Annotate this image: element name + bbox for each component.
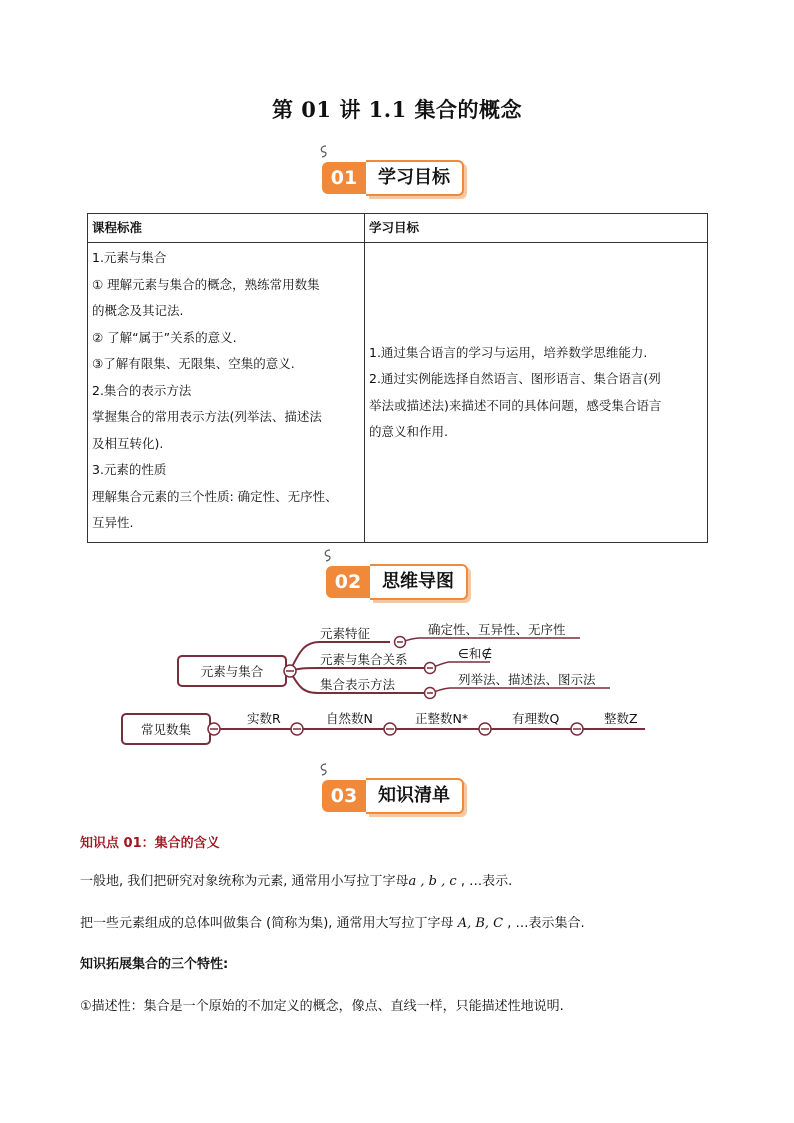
text-line: 2.集合的表示方法 — [92, 382, 192, 398]
math-variables: A, B, C — [457, 916, 504, 931]
mindmap-branch-label: 元素与集合关系 — [320, 652, 408, 667]
section-badge-02 — [326, 562, 476, 602]
mindmap-numset-label: 整数Z — [604, 711, 638, 726]
table-header: 课程标准 — [88, 214, 365, 243]
mindmap-leaf-label: ∈和∉ — [458, 646, 493, 661]
extension-heading: 知识拓展集合的三个特性: — [80, 957, 229, 972]
mindmap-branch-label: 元素特征 — [320, 626, 371, 641]
text-line: 的意义和作用. — [369, 424, 448, 439]
text-line: 1.通过集合语言的学习与运用，培养数学思维能力. — [369, 344, 648, 360]
section-label: 思维导图 — [370, 564, 468, 600]
section-label: 学习目标 — [366, 160, 464, 196]
text-line: ① 理解元素与集合的概念，熟练常用数集 — [92, 276, 320, 292]
section-number: 02 — [326, 566, 370, 598]
text-line: 1.元素与集合 — [92, 250, 167, 265]
mindmap-numset-label: 有理数Q — [512, 711, 560, 726]
section-badge-01 — [322, 158, 472, 198]
curriculum-table — [87, 213, 708, 543]
paragraph: ①描述性：集合是一个原始的不加定义的概念，像点、直线一样，只能描述性地说明. — [80, 999, 564, 1014]
mindmap-leaf-label: 列举法、描述法、图示法 — [458, 672, 596, 687]
page-title: 第 01 讲 1.1 集合的概念 — [271, 97, 522, 122]
text-line: 3.元素的性质 — [92, 462, 167, 477]
paragraph-text: 把一些元素组成的总体叫做集合 (简称为集), 通常用大写拉丁字母 — [80, 916, 458, 931]
mindmap-numset-label: 实数R — [247, 711, 281, 726]
mindmap-root-label: 元素与集合 — [200, 664, 264, 679]
text-line: ③了解有限集、无限集、空集的意义. — [92, 356, 295, 371]
learning-goal-cell — [365, 243, 708, 543]
paragraph — [80, 872, 720, 892]
section-number: 03 — [322, 780, 366, 812]
mindmap-numset-label: 自然数N — [326, 711, 373, 726]
paragraph-text: , …表示. — [456, 874, 513, 889]
curriculum-standard-cell — [88, 243, 365, 543]
mindmap-branch-label: 集合表示方法 — [320, 677, 396, 692]
mindmap-root-label: 常见数集 — [140, 722, 192, 737]
mindmap-leaf-label: 确定性、互异性、无序性 — [428, 622, 566, 637]
text-line: 的概念及其记法. — [92, 303, 184, 318]
paragraph — [80, 914, 720, 934]
text-line: 及相互转化). — [92, 435, 164, 451]
mindmap-numset-label: 正整数N* — [415, 711, 469, 726]
math-variables: a , b , c — [408, 874, 457, 889]
knowledge-point-heading: 知识点 01：集合的含义 — [80, 836, 220, 851]
text-line: 举法或描述法)来描述不同的具体问题，感受集合语言 — [369, 397, 662, 413]
table-header: 学习目标 — [365, 214, 708, 243]
section-number: 01 — [322, 162, 366, 194]
text-line: 2.通过实例能选择自然语言、图形语言、集合语言(列 — [369, 371, 661, 386]
text-line: 理解集合元素的三个性质: 确定性、无序性、 — [92, 488, 338, 504]
curl-icon — [318, 144, 330, 158]
paragraph-text: , …表示集合. — [503, 916, 585, 931]
text-line: 掌握集合的常用表示方法(列举法、描述法 — [92, 409, 322, 424]
paragraph-text: 一般地, 我们把研究对象统称为元素, 通常用小写拉丁字母 — [80, 874, 409, 889]
text-line: 互异性. — [92, 515, 134, 530]
curl-icon — [322, 548, 334, 562]
curl-icon — [318, 762, 330, 776]
section-badge-03 — [322, 776, 472, 816]
section-label: 知识清单 — [366, 778, 464, 814]
mind-map — [0, 600, 794, 760]
text-line: ② 了解“属于”关系的意义. — [92, 329, 237, 345]
